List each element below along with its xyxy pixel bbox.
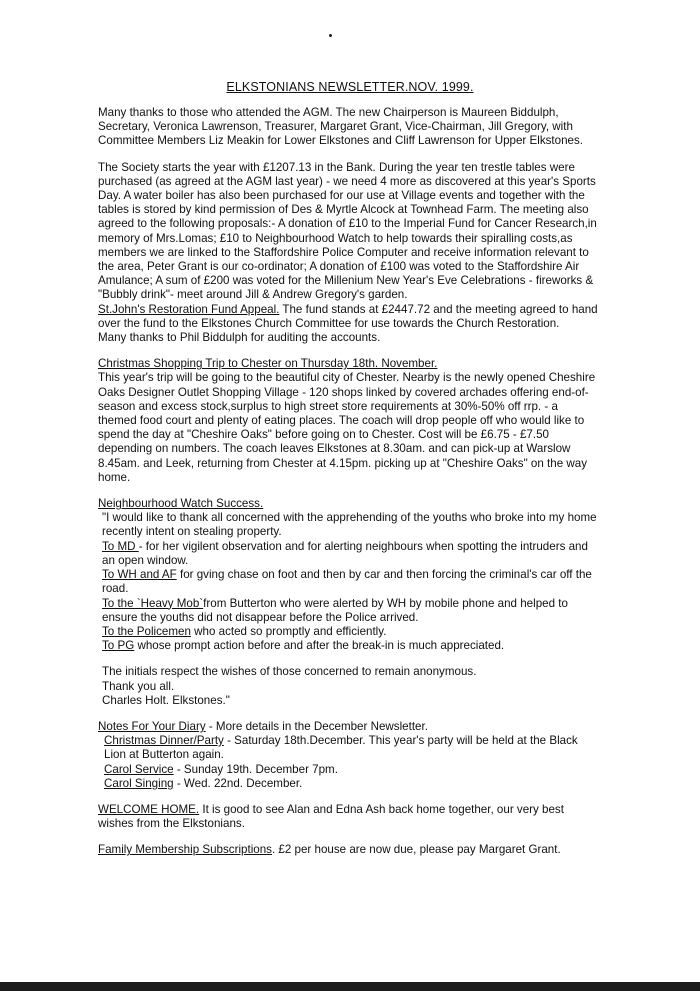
- watch-whaf: [102, 568, 598, 596]
- diary-list: [98, 734, 598, 791]
- membership-text: . £2 per house are now due, please pay Margaret Grant.: [271, 843, 561, 857]
- watch-md-text: - for her vigilent observation and for alerting neighbours when spotting the intruders and an open window.: [102, 539, 588, 567]
- society-paragraph: The Society starts the year with £1207.13 in the Bank. During the year ten trestle tables were purchased (as agreed at the AGM last year) - we need 4 more as discovered at this year's Sports Day. A water boiler has also been purchased for our use at Village events and together with the tables is stored by kind permission of Des & Myrtle Alcock at Townhead Farm. The meeting also agreed to the following proposals:- A donation of £10 to the Imperial Fund for Cancer Research,in memory of Mrs.Lomas; £10 to Neighbourhood Watch to help towards their spiralling costs,as members we are linked to the Staffordshire Police Computer and receive information relevant to the area, Peter Grant is our co-ordinator; A donation of £100 was voted to the Staffordshire Air Amulance; A sum of £200 was voted for the Millenium New Year's Eve Celebrations - fireworks & "Bubbly drink"- meet around Jill & Andrew Gregory's garden.: [98, 160, 597, 302]
- accounts-thanks: Many thanks to Phil Biddulph for auditing the accounts.: [98, 331, 381, 345]
- watch-mob-text: from Butterton who were alerted by WH by mobile phone and helped to ensure the youths did not disappear before the Police arrived.: [102, 596, 568, 624]
- diary-carol-service: [104, 763, 598, 777]
- newsletter-body: [98, 106, 598, 858]
- watch-letter: [98, 511, 598, 708]
- newsletter-title: ELKSTONIANS NEWSLETTER.NOV. 1999.: [226, 80, 474, 94]
- watch-police: [102, 625, 598, 639]
- watch-md: [102, 540, 598, 568]
- diary-heading: Notes For Your Diary: [98, 719, 206, 733]
- welcome-text: It is good to see Alan and Edna Ash back home together, our very best wishes from the Elkstonians.: [98, 802, 564, 831]
- watch-thank-you: Thank you all.: [102, 679, 175, 693]
- watch-whaf-text: for gving chase on foot and then by car and then forcing the criminal's car off the road.: [102, 568, 592, 596]
- watch-pg: [102, 639, 598, 653]
- restoration-paragraph: [98, 303, 598, 331]
- watch-heading: Neighbourhood Watch Success.: [98, 497, 264, 511]
- restoration-text: The fund stands at £2447.72 and the meeting agreed to hand over the fund to the Elkstones Church Committee for use towards the Church Restoration.: [98, 302, 598, 330]
- diary-dinner-text: - Saturday 18th.December. This year's party will be held at the Black Lion at Butterton again.: [104, 734, 578, 762]
- watch-mob-label: To the `Heavy Mob`: [102, 596, 204, 610]
- diary-carol-singing-label: Carol Singing: [104, 776, 174, 790]
- welcome-heading: WELCOME HOME.: [98, 802, 200, 816]
- watch-police-label: To the Policemen: [102, 624, 191, 638]
- diary-dinner: [104, 734, 598, 762]
- diary-carol-service-label: Carol Service: [104, 762, 174, 776]
- trip-heading: Christmas Shopping Trip to Chester on Thursday 18th. November.: [98, 357, 438, 371]
- watch-mob: [102, 597, 598, 625]
- watch-initials: The initials respect the wishes of those concerned to remain anonymous.: [102, 665, 477, 679]
- watch-pg-text: whose prompt action before and after the break-in is much appreciated.: [134, 639, 505, 653]
- membership-heading: Family Membership Subscriptions: [98, 843, 272, 857]
- restoration-heading: St.John's Restoration Fund Appeal.: [98, 302, 280, 316]
- diary-heading-line: [98, 720, 598, 734]
- diary-carol-singing: [104, 777, 598, 791]
- membership-paragraph: [98, 843, 598, 857]
- trip-paragraph: This year's trip will be going to the beautiful city of Chester. Nearby is the newly opened Cheshire Oaks Designer Outlet Shopping Village - 120 shops linked by covered archades offering end-of-season and excess stock,surplus to high street store requirements at 30%-50% off rrp. - a themed food court and plenty of eating places. The coach will drop people off who would like to spend the day at "Cheshire Oaks" before going on to Chester. Cost will be £6.75 - £7.50 depending on numbers. The coach leaves Elkstones at 8.30am. and can pick-up at Warslow 8.45am. and Leek, returning from Chester at 4.15pm. picking up at "Cheshire Oaks" on the way home.: [98, 371, 596, 484]
- welcome-paragraph: [98, 803, 598, 831]
- diary-dinner-label: Christmas Dinner/Party: [104, 734, 224, 748]
- diary-note: - More details in the December Newsletter.: [205, 719, 428, 733]
- watch-police-text: who acted so promptly and efficiently.: [190, 624, 387, 638]
- watch-intro: "I would like to thank all concerned with the apprehending of the youths who broke into my home recently intent on stealing property.: [102, 511, 597, 539]
- diary-carol-service-text: - Sunday 19th. December 7pm.: [173, 762, 338, 776]
- agm-paragraph: Many thanks to those who attended the AGM. The new Chairperson is Maureen Biddulph, Secretary, Veronica Lawrenson, Treasurer, Margaret Grant, Vice-Chairman, Jill Gregory, with Committee Members Liz Meakin for Lower Elkstones and Cliff Lawrenson for Upper Elkstones.: [98, 106, 583, 148]
- scan-bottom-edge: [0, 982, 700, 991]
- scan-speck: [329, 34, 332, 37]
- watch-signature: Charles Holt. Elkstones.": [102, 693, 230, 707]
- watch-md-label: To MD: [102, 539, 139, 553]
- watch-pg-label: To PG: [102, 639, 135, 653]
- watch-whaf-label: To WH and AF: [102, 568, 177, 582]
- diary-carol-singing-text: - Wed. 22nd. December.: [173, 776, 303, 790]
